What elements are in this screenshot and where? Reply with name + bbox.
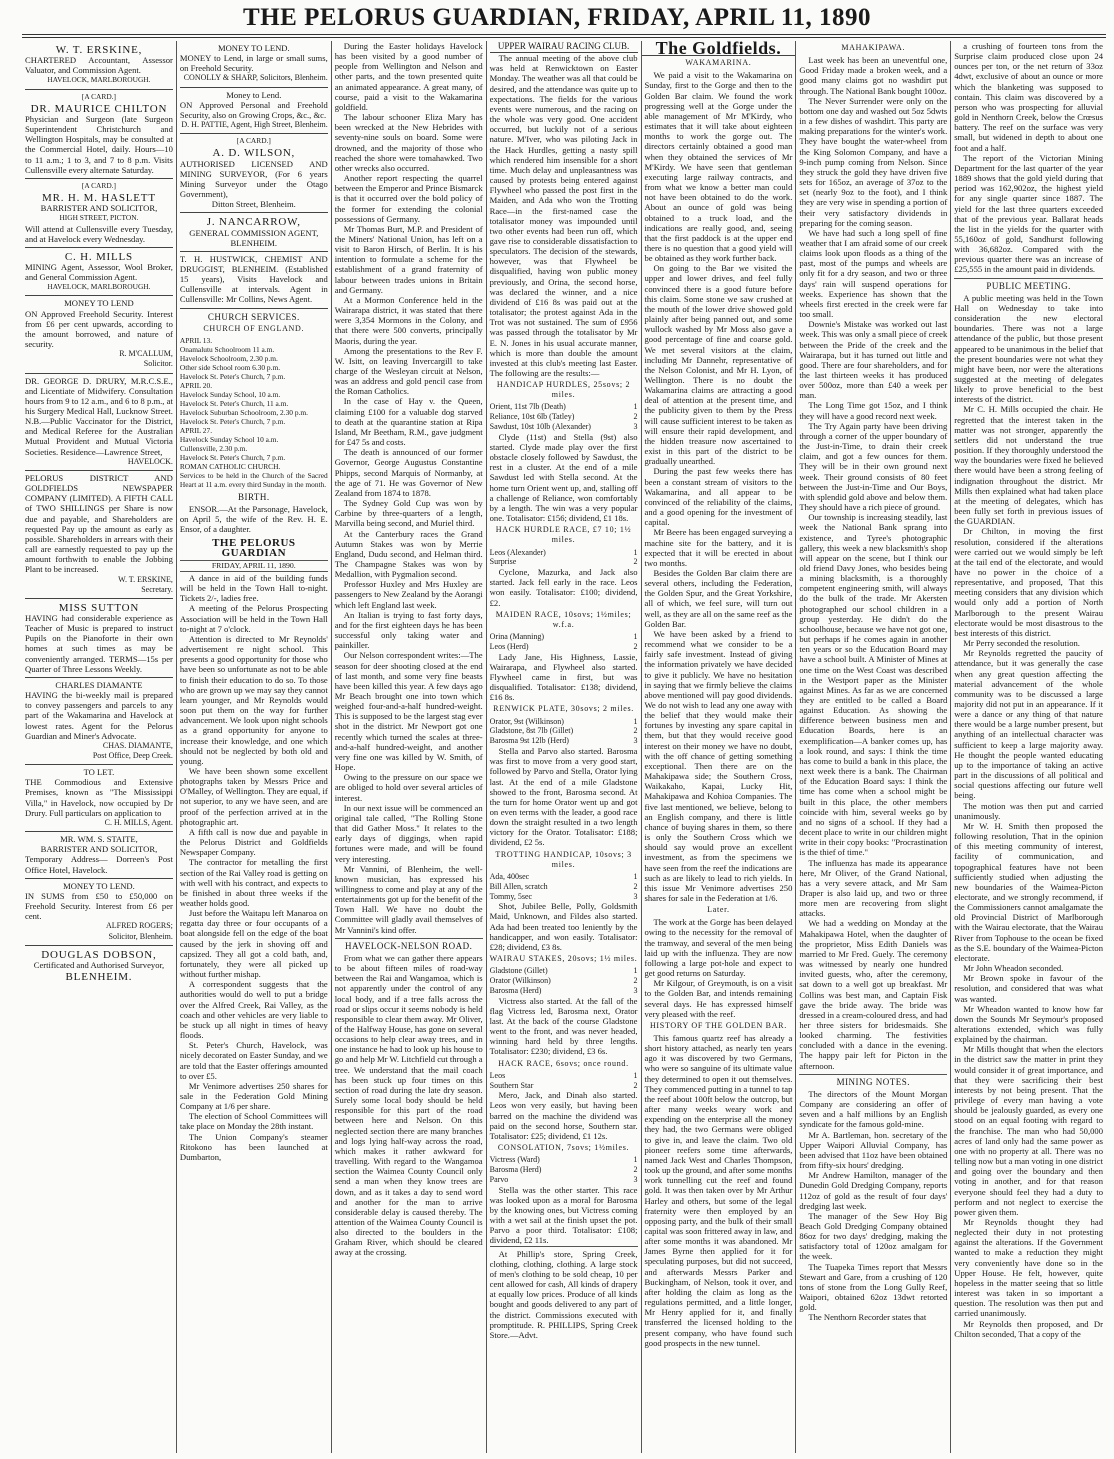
ad-place: BLENHEIM. bbox=[230, 237, 278, 248]
race-title: HACK HURDLE RACE, £7 10; 1½ miles. bbox=[495, 525, 632, 545]
race-result bbox=[490, 1175, 638, 1185]
ad-card: [A CARD.] bbox=[81, 180, 116, 190]
news-paragraph: Mr Reynolds thought they had neglected their duty in not protesting against the alterations. If the Government wanted to make a reduction they might very conveniently have done so in the Upper House. He felt, however, quite hopeless in the matter seeing that so little interest was taken in so important a question. The resolution was then put and carried unanimously. bbox=[954, 1216, 1103, 1319]
ad-signature: CONOLLY & SHARP, Solicitors, Blenheim. bbox=[183, 73, 328, 83]
race-place: 3 bbox=[633, 1174, 638, 1184]
column-7 bbox=[951, 41, 1106, 1453]
column-3 bbox=[332, 41, 487, 1453]
race-place: 1 bbox=[633, 547, 638, 557]
church-line: APRIL 20. bbox=[179, 380, 213, 390]
ad-hustwick bbox=[180, 252, 328, 309]
race-place: 2 bbox=[633, 881, 638, 891]
race-horse: Orient, 11st 7lb (Death) bbox=[489, 402, 566, 412]
public-meeting-heading: PUBLIC MEETING. bbox=[954, 278, 1103, 291]
birth-notice: ENSOR.—At the Parsonage, Havelock, on April 5, the wife of the Rev. H. E. Ensor, of a daughter. bbox=[179, 504, 328, 535]
race-result bbox=[490, 1155, 638, 1165]
ad-erskine bbox=[25, 41, 173, 90]
ad-body: Certificated and Authorised Surveyor, bbox=[33, 959, 165, 970]
news-paragraph: Mr Andrew Hamilton, manager of the Dunedin Gold Dredging Company, reports 112oz of gold as the result of four days' dredging last week. bbox=[799, 1170, 948, 1211]
race-title: CONSOLATION, 7sovs; 1½miles. bbox=[497, 1143, 630, 1153]
ad-place: BLENHEIM. bbox=[65, 970, 133, 983]
ad-body: GENERAL COMMISSION AGENT, bbox=[189, 227, 319, 238]
race-place: 1 bbox=[633, 402, 638, 412]
goldfields-heading: The Goldfields. bbox=[642, 41, 796, 56]
news-paragraph: The Nenthorn Recorder states that bbox=[808, 1312, 927, 1323]
news-paragraph: Mr Venimore advertises 250 shares for sale in the Federation Gold Mining Company at 1/6 per share. bbox=[179, 1080, 328, 1112]
race-place: 1 bbox=[633, 1070, 638, 1080]
race-place: 2 bbox=[633, 557, 638, 567]
column-5 bbox=[642, 41, 797, 1453]
church-line: ROMAN CATHOLIC CHURCH. bbox=[179, 461, 281, 471]
news-paragraph: Dr Chilton, in moving the first resolution, considered if the alterations were carried out we would simply be left at the tail end of the electorate, and would have no power in the choice of a representative, and proposed, That this meeting considers that any division which would only add a portion of North Marlborough to the present Wairau electorate would be most disastrous to the best interests of this district. bbox=[954, 526, 1103, 638]
ad-body: AUTHORISED LICENSED AND MINING SURVEYOR, (For 6 years Mining Surveyor under the Otago Government), bbox=[179, 158, 328, 200]
race-horse: Barosma (Herd) bbox=[489, 985, 542, 995]
ad-name: J. NANCARROW, bbox=[206, 216, 301, 229]
race-place: 2 bbox=[633, 1080, 638, 1090]
ad-name: DR. MAURICE CHILTON bbox=[30, 102, 168, 115]
race-place: 2 bbox=[633, 726, 638, 736]
race-place: 2 bbox=[633, 976, 638, 986]
news-paragraph: A public meeting was held in the Town Hall on Wednesday to take into consideration the new electoral boundaries. There was not a large attendance of the public, but those present appeared to be unanimous in the belief that the present boundaries were not what they might have been, nor were the alterations suggested at the meeting of delegates likely to prove beneficial to the best interests of the district. bbox=[954, 292, 1103, 405]
news-paragraph: A dance in aid of the building funds will be held in the Town Hall to-night. Tickets 2/-, ladies free. bbox=[179, 573, 328, 604]
news-paragraph: Mr Reynolds then proposed, and Dr Chilton seconded, That a copy of the bbox=[954, 1318, 1103, 1339]
ad-body: HAVING had considerable experience as Teacher of Music is prepared to instruct Pupils on the Pianoforte in their own homes at such times as may be conveniently arranged. TERMS—15s per Quarter of Three Lessons Weekly. bbox=[25, 612, 173, 674]
ad-signature: D. H. PATTIE, Agent, High Street, Blenheim. bbox=[181, 120, 328, 130]
ad-head: MONEY TO LEND. bbox=[63, 880, 135, 891]
ad-role: Solicitor. bbox=[143, 359, 173, 369]
race-horse: Bill Allen, scratch bbox=[489, 881, 548, 891]
news-paragraph: a crushing of fourteen tons from the Surprise claim produced close upon 24 ounces per ton, or the net return of 33oz 4dwt, exclusive of about an ounce or more which the blanketing was supposed to contain. This claim was discovered by a person who was prospecting for alluvial gold in Nenthorn Creek, below the Crœsus battery. The reef on the surface was very small, but widened in depth to about one foot and a half. bbox=[954, 41, 1103, 153]
ad-name: DOUGLAS DOBSON, bbox=[41, 948, 157, 961]
race-result bbox=[490, 882, 638, 892]
ad-role: Secretary. bbox=[141, 584, 173, 594]
ad-title: BARRISTER AND SOLICITOR, bbox=[40, 844, 158, 855]
news-paragraph: We have been shown some excellent photographs taken by Messrs Price and O'Malley, of Wellington. They are equal, if not superior, to any we have seen, and are proof of the perfection arrived at in the photographic art. bbox=[179, 765, 328, 827]
mining-notes-heading: MINING NOTES. bbox=[799, 1074, 947, 1087]
ad-wilson bbox=[180, 134, 328, 213]
ad-name: C. H. MILLS bbox=[64, 250, 133, 263]
race-report: Stella and Parvo also started. Barosma was first to move from a very good start, followed by Parvo and Stella, Orator lying last. At the end of a mile Gladstone showed to the front, Barosma second. At the turn for home Orator went up and got on even terms with the leader, a good race down the straight resulted in a two length victory for the Orator. Totalisator: £188; dividend, £2 5s. bbox=[489, 746, 638, 848]
race-result bbox=[490, 966, 638, 976]
news-paragraph: The report of the Victorian Mining Department for the last quarter of the year 1889 shows that the gold yield during that period was 162,902oz, the highest yield for any single quarter since 1887. The yield for the last three quarters exceeded that of the previous year. Ballarat heads the list in the yields for the quarter with 55,160oz of gold, Sandhurst following with 36,682oz. Compared with the previous quarter there was an increase of £25,555 in the amount paid in dividends. bbox=[954, 152, 1103, 275]
ad-body: Will attend at Cullensville every Tuesday, and at Havelock every Wednesday. bbox=[25, 223, 173, 244]
race-horse: Victress (Ward) bbox=[489, 1155, 540, 1165]
news-paragraph: The labour schooner Eliza Mary has been wrecked at the New Hebrides with seventy-nine souls on board. Some were drowned, and the majority of those who reached the shore were tomahawked. Two other wrecks also occurred. bbox=[334, 112, 483, 173]
race-report: Victress also started. At the fall of the flag Victress led, Barosma next, Orator last. At the back of the course Gladstone went to the front, and was never headed, winning hard held by three lengths. Totalisator: £230; dividend, £3 6s. bbox=[489, 995, 638, 1057]
ad-signature: C. H. MILLS, Agent. bbox=[104, 817, 173, 827]
race-horse: Surprise bbox=[489, 557, 517, 567]
race-place: 3 bbox=[633, 891, 638, 901]
ad-name: A. D. WILSON, bbox=[212, 147, 296, 160]
ad-body: Temporary Address— Dorreen's Post Office Hotel, Havelock. bbox=[25, 854, 173, 875]
race-horse: Orator, 9st (Wilkinson) bbox=[489, 716, 564, 726]
news-paragraph: Mr Vannini, of Blenheim, the well-known musician, has expressed his willingness to come and play at any of the entertainments got up for the benefit of the Town Hall. We have no doubt the Committee will gladly avail themselves of Mr Vannini's kind offer. bbox=[334, 863, 483, 935]
news-paragraph: Mr C. H. Mills occupied the chair. He regretted that the interest taken in the matter was not stronger, apparently the settlers did not understand the true position. If they thoroughly understood the way the boundaries were fixed he believed there would have been a strong feeling of indignation throughout the district. Mr Mills then explained what had taken place at the meeting of delegates, which has been fully set forth in previous issues of the GUARDIAN. bbox=[954, 404, 1103, 527]
news-paragraph: Attention is directed to Mr Reynolds' advertisement re night school. This presents a good opportunity for those who have been so unfortunate as not to be able to finish their education to do so. To those who are grown up we may say they cannot learn younger, and Mr Reynolds would soon put them on the way for further advancement. We look upon night schools as a grand opportunity for anyone to increase their knowledge, and one which should not be neglected by both old and young. bbox=[179, 633, 328, 766]
race-report: Lady Jane, His Highness, Lassie, Wairarapa, and Flywheel also started. Flywheel came in first, but was disqualified. Totalisator: £138; dividend, £16 8s. bbox=[489, 651, 638, 703]
race-horse: Barosma (Herd) bbox=[489, 1165, 542, 1175]
mahakipawa-heading: MAHAKIPAWA. bbox=[841, 43, 906, 52]
race-place: 1 bbox=[633, 1155, 638, 1165]
later-heading: Later. bbox=[707, 905, 730, 915]
church-line: APRIL 13. bbox=[179, 335, 213, 345]
race-result bbox=[490, 632, 638, 642]
news-paragraph: A meeting of the Pelorus Prospecting Association will be held in the Town Hall to-night at 7 o'clock. bbox=[179, 603, 328, 634]
church-list bbox=[180, 336, 328, 489]
race-result bbox=[490, 422, 638, 432]
race-title: MAIDEN RACE, 10sovs; 1½miles; w.f.a. bbox=[495, 609, 632, 629]
church-line: Havelock St. Peter's Church, 11 a.m. bbox=[179, 398, 289, 408]
ad-place: HAVELOCK, MARLBOROUGH. bbox=[47, 282, 151, 292]
ad-name: MR. WM. S. STAITE, bbox=[60, 834, 138, 845]
news-paragraph: This famous quartz reef has already a short history attached, as nearly ten years ago it was discovered by two Germans, who were so sanguine of its ultimate value they determined to open it out themselves. They commenced putting in a tunnel to tap the reef about 100ft below the outcrop, but after many weeks weary work and expending on the enterprise all the money they had, the two Germans were obliged to give in, and leave the claim. Two old pioneer reefers some time afterwards, named Jack West and Charles Thompson, took up the ground, and after some months work tunnelling cut the reef and found gold. It was then taken over by Mr Arthur Harley and others, but some of the legal fraternity were then employed by an opposing party, and the bulk of their small capital was soon frittered away in law, and after some months it was abandoned. Mr James Byrne then applied for it for speculating purposes, but did not succeed, and afterwards Messrs Parker and Buckingham, of Nelson, took it over, and after holding the claim as long as the regulations permitted, and a little longer, Mr Henry applied for it, and finally transferred the licensed holding to the present company, who have found such good prospects in the new tunnel. bbox=[644, 1033, 793, 1348]
ad-pelorus-company bbox=[25, 471, 173, 599]
racing-heading: UPPER WAIRAU RACING CLUB. bbox=[490, 41, 638, 53]
news-paragraph: Besides the Golden Bar claim there are several others, including the Federation, the Golden Spur, and the Great Yorkshire, all of which, we feel sure, will turn out well, as they are all on the same reef as the Golden Bar. bbox=[644, 567, 793, 629]
church-line: Havelock St. Peter's Church, 7 p.m. bbox=[179, 452, 286, 462]
history-heading: HISTORY OF THE GOLDEN BAR. bbox=[649, 1020, 787, 1030]
ad-chilton bbox=[25, 90, 173, 179]
race-place: 1 bbox=[633, 966, 638, 976]
ad-sutton bbox=[25, 599, 173, 678]
ad-body: ON Approved Freehold Security. Interest from £6 per cent upwards, according to the amount borrowed, and nature of security. bbox=[25, 308, 173, 350]
race-result bbox=[490, 548, 638, 558]
news-paragraph: From what we can gather there appears to be about fifteen miles of road-way between the Rai and Wangamoa, which is not apparently under the control of any local body, and if a tree falls across the road or slips occur it seems nobody is held responsible to clear them away. Mr Oliver, of the Halfway House, has gone on several occasions to help clear away trees, and in one instance he had to look up his house to go and help Mr W. Litchfield cut through a tree. We understand that the mail coach has been stuck up four times on this section of road during the late dry season. Surely some local body should be held responsible for this part of the road between here and Nelson. On this neglected section there are many branches and logs lying half-way across the road, which makes it rather awkward for travelling. With regard to the Wangamoa section the Waimea County Council only send a man when they know trees are down, and as it takes a day to send word and another for the man to arrive considerable delay is caused thereby. The attention of the Waimea County Council is also directed to the boulders in the Graham River, which should be cleared away at the crossing. bbox=[334, 952, 483, 1258]
ad-body: HAVING the bi-weekly mail is prepared to convey passengers and parcels to any part of the Wakamarina and Havelock at lowest rates. Agent for the Pelorus Guardian and Miner's Advocate. bbox=[25, 690, 173, 741]
ad-head: MONEY TO LEND. bbox=[217, 43, 290, 53]
race-result bbox=[490, 986, 638, 996]
race-horse: Orator (Wilkinson) bbox=[489, 976, 551, 986]
race-report: Mero, Jack, and Dinah also started. Leos won very easily, but having been barred on the machine the dividend was paid on the second horse, Southern star. Totalisator: £25; dividend, £1 12s. bbox=[489, 1090, 638, 1141]
top-rule bbox=[22, 34, 1106, 35]
advertisement: At Phillip's store, Spring Creek, clothing, clothing, clothing. A large stock of men's clothing to be sold cheap, 10 per cent allowed for cash, All kinds of drapery at equally low prices. Produce of all kinds bought and goods delivered to any part of the district. Commissions executed with promptitude. R. PHILLIPS, Spring Creek Store.—Advt. bbox=[490, 1246, 638, 1340]
race-horse: Ada, 400sec bbox=[489, 871, 530, 881]
news-paragraph: Mr Reynolds regretted the paucity of attendance, but it was generally the case when any great question affecting the material advancement of the whole community was to be discussed a large majority did not put in an appearance. If it were a dance or any thing of that nature there would be a large number present, but anything of an intellectual character was sufficient to keep a large majority away. He thought the people wanted educating up to the importance of taking an active part in the discussions of all political and social questions affecting our future well being. bbox=[954, 648, 1103, 801]
news-paragraph: The work at the Gorge has been delayed owing to the necessity for the removal of the tramway, and several of the men being laid up with the influenza. They are now following a large pot-hole and expect to get good returns on Saturday. bbox=[644, 917, 793, 979]
ad-money-conolly bbox=[180, 41, 328, 88]
news-paragraph: A fifth call is now due and payable in the Pelorus District and Goldfields Newspaper Company. bbox=[179, 826, 328, 858]
ad-body: THE Commodious and Extensive Premises, known as "The Mississippi Villa," in Havelock, now occupied by Dr Drury. Full particulars on application to bbox=[25, 777, 173, 818]
ad-staite bbox=[25, 832, 173, 879]
ad-place: HAVELOCK. bbox=[127, 456, 173, 466]
race-title: HACK RACE, 6sovs; once round. bbox=[498, 1058, 629, 1068]
news-paragraph: During the past few weeks there has been a constant stream of visitors to the Wakamarina, and all appear to be convinced of the reliability of the claims, and a good opening for the investment of capital. bbox=[644, 466, 793, 528]
news-paragraph: The Sydney Gold Cup was won by Carbine by three-quarters of a length, Marvilla being second, and Muriel third. bbox=[334, 498, 483, 529]
ad-dobson bbox=[25, 946, 173, 985]
race-result bbox=[490, 976, 638, 986]
ad-body: PELORUS DISTRICT AND GOLDFIELDS NEWSPAPER COMPANY (LIMITED). A FIFTH CALL of TWO SHILLINGS per Share is now due and payable, and Shareholders are requested Pay up the amount as early as possible. Shareholders in arrears with their call are earnestly requested to pay up the amount forthwith to enable the Jobbing Plant to be increased. bbox=[25, 472, 173, 575]
race-result bbox=[490, 1081, 638, 1091]
news-paragraph: Mr Perry seconded the resolution. bbox=[963, 638, 1080, 649]
church-heading: CHURCH SERVICES. bbox=[207, 311, 300, 322]
ad-address: HIGH STREET, PICTON. bbox=[59, 213, 139, 223]
news-paragraph: The manager of the Sew Hoy Big Beach Gold Dredging Company obtained 86oz for two days' dredging, making the satisfactory total of 120oz amalgam for the week. bbox=[799, 1210, 948, 1262]
news-paragraph: Mr John Wheadon seconded. bbox=[963, 963, 1064, 974]
news-paragraph: On going to the Bar we visited the upper and lower drives, and feel fully convinced there is a good future before this claim. Some stone we saw crushed at the mouth of the lower drive showed gold plainly after being panned out, and some wullock washed by Mr Moss also gave a good percentage of fine and coarse gold. We met several visitors at the claim, including Mr Dannehr, representative of the Nelson Colonist, and Mr H. Lyon, of Wellington. There is no doubt the Wakamarina claims are attracting a good deal of attention at the present time, and the publicity given to them by the Press will cause sufficient interest to be taken as will ensure their rapid development, and the hidden treasure now ascertained to exist in this part of the district to be gradually unearthed. bbox=[644, 263, 793, 467]
news-paragraph: We had a wedding on Monday at the Mahakipawa Hotel, when the daughter of the proprietor, Miss Edith Daniels was married to Mr Fred. Guely. The ceremony was witnessed by nearly one hundred invited guests, who, after the ceremony, sat down to a well got up breakfast. Mr Collins was best man, and Captain Fisk gave the bride away. The bride was dressed in a cream-coloured dress, and had her three sisters for bridesmaids. She looked charming. The festivities concluded with a dance in the evening. The happy pair left for Picton in the afternoon. bbox=[799, 918, 948, 1071]
ad-body: CHARTERED Accountant, Assessor Valuator, and Commission Agent. bbox=[25, 55, 173, 76]
race-horse: Gladstone (Gillet) bbox=[489, 966, 548, 976]
news-paragraph: The election of School Committees will take place on Monday the 28th instant. bbox=[179, 1111, 328, 1132]
race-horse: Southern Star bbox=[489, 1080, 534, 1090]
news-paragraph: The Try Again party have been driving through a corner of the upper boundary of the Just-in-Time, to drain their creek claim, and got a few ounces for them. They will be in their own ground next week. Their ground consists of 80 feet between the Just-in-Time and Our Boys, with splendid gold above and below them. They should have a rich piece of ground. bbox=[799, 420, 948, 513]
news-paragraph: The Never Surrender were only on the bottom one day and washed out 5oz 5dwts in a few dishes of washdirt. This party are making preparations for the winter's work. They have bought the water-wheel from the King Solomon Company, and have a 9-inch pump coming from Nelson. Since they struck the gold they have driven five sets for 165oz, an average of 37oz to the set (nearly 9oz to the foot), and I think they are very wise in spending a portion of their very satisfactory dividends in preparing for the coming season. bbox=[799, 95, 948, 228]
race-horse: Sawdust, 10st 10lb (Alexander) bbox=[489, 422, 591, 432]
ad-mccallum bbox=[25, 296, 173, 373]
church-line: Havelock St. Peter's Church, 7 p.m. bbox=[179, 371, 286, 381]
ad-nancarrow bbox=[180, 213, 328, 251]
race-horse: Leos bbox=[489, 1070, 506, 1080]
ad-role: Solicitor, Blenheim. bbox=[108, 931, 173, 941]
race-title: RENWICK PLATE, 30sovs; 2 miles. bbox=[493, 704, 634, 714]
church-subheading: CHURCH OF ENGLAND. bbox=[203, 323, 305, 333]
race-horse: Leos (Herd) bbox=[489, 641, 529, 651]
race-place: 1 bbox=[633, 716, 638, 726]
race-place: 2 bbox=[633, 641, 638, 651]
race-place: 3 bbox=[633, 736, 638, 746]
race-result bbox=[490, 726, 638, 736]
news-paragraph: Professor Huxley and Mrs Huxley are passengers to New Zealand by the Aorangi which left England last week. bbox=[334, 579, 483, 610]
news-paragraph: The motion was then put and carried unanimously. bbox=[954, 800, 1103, 821]
news-paragraph: In our next issue will be commenced an original tale called, "The Rolling Stone that did Gather Moss." It relates to the early days of diggings, when rapid fortunes were made, and will be found very interesting. bbox=[334, 802, 483, 864]
news-paragraph: Our Nelson correspondent writes:—The season for deer shooting closed at the end of last month, and some very fine beasts have been killed this year. A few days ago Mr Beach brought one into town which weighed four-and-a-half hundred-weight. This is supposed to be the largest stag ever shot in the district. Mr Newport got one recently which turned the scales at three-and-a-half hundred-weight, and another very fine one was killed by W. Smith, of Hope. bbox=[334, 650, 483, 773]
news-paragraph: Another report respecting the quarrel between the Emperor and Prince Bismarck is that it occurred over the bold policy of the former for extending the colonial possessions of Germany. bbox=[334, 173, 483, 224]
news-paragraph: The influenza has made its appearance here, Mr Oliver, of the Grand National, has a very severe attack, and Mr Sam Draper is also laid up, and two or three more men are recovering from slight attacks. bbox=[799, 857, 948, 919]
news-paragraph: Among the presentations to the Rev F. W. Isitt, on leaving Invercargill to take charge of the Wesleyan circuit at Nelson, was an address and gold pencil case from the Roman Catholics. bbox=[334, 345, 483, 397]
news-paragraph: We paid a visit to the Wakamarina on Sunday, first to the Gorge and then to the Golden Bar claim. We found the work progressing well at the Gorge under the able management of Mr M'Kirdy, who estimates that it will take about eighteen months to work the gorge out. The directors certainly obtained a good man when they obtained the services of Mr M'Kirdy. We have seen that gentleman executing large railway contracts, and from what we know a better man could not have been obtained to do the work. About an ounce of gold was being obtained to a truck load, and the indications are really good, and, seeing that the first paddock is at the upper end there is no question that a good yield will be obtained as they work further back. bbox=[644, 70, 793, 264]
news-paragraph: Mr Wheadon wanted to know how far down the Sounds Mr Seymour's proposed alterations extended, which was fully explained by the chairman. bbox=[954, 1003, 1103, 1045]
ad-signature: CHAS. DIAMANTE, bbox=[102, 740, 173, 750]
news-paragraph: Mr Beere has been engaged surveying a machine site for the battery, and it is expected that it will be erected in about two months. bbox=[644, 527, 793, 568]
ad-signature: W. T. ERSKINE, bbox=[118, 574, 173, 584]
race-report: Cyclone, Mazurka, and Jack also started. Jack fell early in the race. Leos won easily. Totalisator: £100; dividend, £2. bbox=[489, 567, 638, 608]
news-paragraph: At the Canterbury races the Grand Autumn Stakes was won by Merrie England, Dudu second, and Helman third. The Champagne Stakes was won by Medallion, with Pygmalion second. bbox=[334, 528, 483, 580]
ad-place: HAVELOCK, MARLBOROUGH. bbox=[47, 75, 151, 85]
ad-card: [A CARD.] bbox=[236, 136, 271, 146]
race-result bbox=[490, 1165, 638, 1175]
masthead: THE PELORUS GUARDIAN, FRIDAY, APRIL 11, 1890 bbox=[243, 4, 871, 31]
race-horse: Parvo bbox=[489, 1174, 509, 1184]
ad-body: ON Approved Personal and Freehold Security, also on Growing Crops, &c., &c. bbox=[179, 99, 328, 120]
ad-signature: R. M'CALLUM, bbox=[119, 349, 173, 359]
news-paragraph: An Italian is trying to fast forty days, and for the first eighteen days he has been successful only taking water and painkiller. bbox=[334, 609, 483, 651]
ad-rogers bbox=[25, 879, 173, 946]
church-line: Havelock Schoolroom, 2.30 p.m. bbox=[179, 353, 278, 363]
ad-name: CHARLES DIAMANTE bbox=[55, 679, 143, 690]
ad-haslett bbox=[25, 179, 173, 248]
ad-card: [A CARD.] bbox=[81, 91, 116, 101]
ad-body: T. H. HUSTWICK, CHEMIST AND DRUGGIST, BLENHEIM. (Established 15 years), Visits Havelock and Cullensville at intervals. Agent in Cullensville: Mr Collins, News Agent. bbox=[179, 253, 328, 305]
news-paragraph: The Long Time got 15oz, and I think they will have a good record next week. bbox=[799, 400, 948, 421]
paper-dateline: FRIDAY, APRIL 11, 1890. bbox=[180, 560, 328, 572]
column-1 bbox=[22, 41, 177, 1453]
page-columns bbox=[22, 41, 1106, 1453]
top-rule-2 bbox=[22, 37, 1106, 38]
race-report: Shot, Jubilee Belle, Polly, Goldsmith Maid, Unknown, and Fildes also started. Ada had been treated too leniently by the handicapper, and won easily. Totalisator: £28; dividend, £3 8s. bbox=[489, 901, 638, 952]
race-place: 3 bbox=[633, 985, 638, 995]
race-result bbox=[490, 1071, 638, 1081]
news-paragraph: St. Peter's Church, Havelock, was nicely decorated on Easter Sunday, and we are told that the Easter offerings amounted to over £5. bbox=[179, 1040, 328, 1081]
ad-body: DR. GEORGE D. DRURY, M.R.C.S.E., and Licentiate of Midwifery. Consultation hours from 9 to 12 a.m., and 6 to 8 p.m., at his Surgery Medical Hall, Lucknow Street. N.B.—Public Vaccinator for the District, and Medical Referee for the Australian Mutual Provident and Mutual Victoria Societies. Residence—Lawrence Street, bbox=[25, 375, 173, 457]
church-line: Havelock St. Peter's Church, 7 p.m. bbox=[179, 416, 286, 426]
ad-name: MR. H. M. HASLETT bbox=[42, 192, 156, 205]
race-result bbox=[490, 736, 638, 746]
race-horse: Gladstone, 8st 7lb (Gillet) bbox=[489, 726, 574, 736]
race-result bbox=[490, 872, 638, 882]
ad-diamante bbox=[25, 678, 173, 765]
race-result bbox=[490, 557, 638, 567]
news-paragraph: The annual meeting of the above club was held at Renwicktown on Easter Monday. The weather was all that could be desired, and the attendance was quite up to expectations. The fields for the various events were numerous, and the racing on the whole was very good. One accident occurred, but luckily not of a serious nature. M'Iver, who was piloting Jack in the Hack Hurdles, getting a nasty spill which rendered him insensible for a short time. Much delay and unpleasantness was caused by protests being entered against Flywheel who passed the post first in the Maiden, and Ada who won the Trotting Race—in the first-named case the totalisator money was impounded until two other events had been run off, which gave rise to considerable dissatisfaction to speculators. The decision of the stewards, however, was that Flywheel be disqualified, having won public money previously, and Orina, the second horse, was declared the winner, and a nice dividend of £16 8s was paid out at the totalisator; the protest against Ada in the Trot was not sustained. The sum of £956 was passed through the totalisator by Mr E. N. Jones in his usual accurate manner, which is more than double the amount invested at this club's meeting last Easter. The following are the results:— bbox=[489, 53, 638, 378]
news-paragraph: Owing to the pressure on our space we are obliged to hold over several articles of interest. bbox=[334, 772, 483, 803]
ad-body: MINING Agent, Assessor, Wool Broker, and General Commission Agent. bbox=[25, 261, 173, 283]
race-result bbox=[490, 412, 638, 422]
race-title: HANDICAP HURDLES, 25sovs; 2 miles. bbox=[496, 380, 631, 400]
church-line: Cullensville, 2.30 p.m. bbox=[179, 443, 248, 453]
ad-to-let bbox=[25, 765, 173, 832]
ad-name: W. T. ERSKINE, bbox=[55, 44, 143, 56]
race-horse: Barosma 9st 12lb (Herd) bbox=[489, 736, 569, 746]
race-title: TROTTING HANDICAP, 10sovs; 3 miles. bbox=[495, 849, 632, 869]
news-paragraph: A correspondent suggests that the authorities would do well to put a bridge over the Alfred Creek, Rai Valley, as the coach and other vehicles are very liable to be stuck up all night in times of heavy floods. bbox=[179, 979, 328, 1041]
column-2 bbox=[177, 41, 332, 1453]
church-line: Havelock Sunday School, 10 a.m. bbox=[179, 389, 281, 399]
ad-signature: ALFRED ROGERS; bbox=[105, 921, 173, 931]
church-line: Services to be held in the Church of the Sacred Heart at 11 a.m. every third Sunday in the month. bbox=[179, 470, 328, 489]
news-paragraph: In the case of Hay v. the Queen, claiming £100 for a valuable dog starved to death at the quarantine station at Ripa Island, Mr Beetham, R.M., gave judgment for £47 5s and costs. bbox=[334, 396, 483, 448]
race-result bbox=[490, 892, 638, 902]
race-result bbox=[490, 642, 638, 652]
news-paragraph: Mr Mills thought that when the electors in the district saw the matter in print they would consider it of great importance, and that they were sacrificing their best interests by not being present. That the privilege of every man having a vote should be jealously guarded, as every one stood on an equal footing with regard to the franchise. The man who had 50,000 acres of land only had the same power as one with no property at all. There was no telling now but a man voting in one district and going over the boundary and then voting in another, and for that reason everyone should feel they had a duty to perform and not neglect to exercise the power given them. bbox=[954, 1044, 1103, 1217]
race-horse: Reliance, 10st 6lb (Tatley) bbox=[489, 412, 575, 422]
news-paragraph: The directors of the Mount Morgan Company are considering an offer of seven and a half millions by an English syndicate for the famous gold-mine. bbox=[799, 1088, 948, 1130]
ad-body: IN SUMS from £50 to £50,000 on Freehold Security. Interest from £6 per cent. bbox=[25, 890, 173, 922]
ad-head: MONEY TO LEND bbox=[64, 298, 134, 309]
race-result bbox=[490, 717, 638, 727]
news-paragraph: The contractor for metalling the first section of the Rai Valley road is getting on with well with his contract, and expects to be finished in about three weeks if the weather holds good. bbox=[179, 857, 328, 908]
church-line: Havelock Suburban Schoolroom, 2.30 p.m. bbox=[179, 407, 308, 417]
goldfields-subheading: WAKAMARINA. bbox=[685, 58, 752, 68]
race-horse: Leos (Alexander) bbox=[489, 547, 546, 557]
ad-name: MISS SUTTON bbox=[58, 601, 140, 614]
news-paragraph: Downie's Mistake was worked out last week. This was only a small piece of creek between the Pride of the creek and the Wairarapa, but it has turned out little and good. There are four shareholders, and for the last thirteen weeks it has produced over 500oz, more than £40 a week per man. bbox=[799, 319, 948, 401]
ad-head: TO LET. bbox=[83, 767, 115, 778]
ad-head: Money to Lend. bbox=[226, 89, 282, 100]
race-title: WAIRAU STAKES, 20sovs; 1½ miles. bbox=[489, 954, 638, 964]
column-6 bbox=[796, 41, 951, 1453]
race-place: 3 bbox=[633, 422, 638, 432]
race-place: 1 bbox=[633, 871, 638, 881]
ad-address: Ditton Street, Blenheim. bbox=[211, 199, 296, 210]
race-place: 1 bbox=[633, 632, 638, 642]
news-paragraph: Mr Thomas Burt, M.P. and President of the Miners' National Union, has left on a visit to Baron Hirsch, of Berlin. It is his intention to formulate a scheme for the establishment of a grand fraternity of labour between trades unions in Britain and Germany. bbox=[334, 223, 483, 295]
news-paragraph: Mr Kilgour, of Greymouth, is on a visit to the Golden Bar, and intends remaining several days. He has expressed himself very pleased with the reef. bbox=[644, 978, 793, 1019]
race-place: 2 bbox=[633, 1165, 638, 1175]
ad-drury bbox=[25, 374, 173, 471]
ad-body: MONEY to Lend, in large or small sums, on Freehold Security. bbox=[179, 53, 328, 74]
ad-mills bbox=[25, 248, 173, 297]
ad-title: BARRISTER AND SOLICITOR, bbox=[40, 203, 158, 214]
news-paragraph: We have had such a long spell of fine weather that I am afraid some of our creek claims look upon floods as a thing of the past, most of the pumps and wheels are only fit for a dry season, and two or three days' rain will suspend operations for weeks. Experience has shown that the wheels first erected in the creek were far too small. bbox=[799, 227, 948, 320]
race-place: 2 bbox=[633, 412, 638, 422]
news-paragraph: We have been asked by a friend to recommend what we consider to be a fairly safe investment. Instead of giving the information privately we have decided to give it publicly. We have no hesitation in saying that we firmly believe the claims above mentioned will pay good dividends. We do not wish to lead any one away with the belief that they would make their fortunes by investing any spare capital in them, but that they would receive good interest on their money we have no doubt, with the off chance of getting something exceptional. Then there are on the Mahakipawa side; the Southern Cross, Waikakaho, Kapai, Lucky Hit, Mahakipawa and Kohioa Companies. The five last mentioned, we believe, belong to an English company, and there is little chance of buying shares in them, so there is only the Southern Cross which we should say would prove an excellent investment, as from the specimens we have seen from the reef the indications are such as are likely to lead to rich yields. In this issue Mr Venimore advertises 250 shares for sale in the Federation at 1/6. bbox=[644, 628, 793, 903]
race-report: Stella was the other starter. This race was looked upon as a moral for Barosma by the knowing ones, but Victress coming with a wet sail at the finish upset the pot. Parvo a poor third. Totalisator: £108; dividend, £2 11s. bbox=[489, 1184, 638, 1246]
birth-heading: BIRTH. bbox=[237, 491, 270, 502]
news-paragraph: Mr W. H. Smith then proposed the following resolution, That in the opinion of this meeting community of interest, facility of communication, and topographical features have not been sufficiently studied when adjusting the new boundaries of the Waimea-Picton electorate, and we strongly recommend, if the Commissioners cannot amalgamate the old Provincial District of Marlborough with the Wairau electorate, that the Wairau River from Tophouse to the ocean be fixed as the S.E. boundary of the Waimea-Picton electorate. bbox=[954, 820, 1103, 963]
race-report: Clyde (11st) and Stella (9st) also started. Clyde made play over the first obstacle closely followed by Sawdust, the rest in a cluster. At the end of a mile Sawdust led with Stella second. At the home turn Orient went up, and, stalling off a challenge of Reliance, won comfortably by a length. The win was a very popular one. Totalisator: £156; dividend, £1 18s. bbox=[489, 431, 638, 524]
church-line: Havelock Sunday School 10 a.m. bbox=[179, 434, 279, 444]
news-paragraph: Just before the Waitapu left Manaroa on regatta day three or four occupants of a boat alongside fell on the edge of the boat caused by the jerk in shoving off and capsized. They all got a cold bath, and, fortunately, they were all picked up without further mishap. bbox=[179, 908, 328, 980]
church-line: Other side School room 6.30 p.m. bbox=[179, 362, 281, 372]
news-paragraph: Mr Brown spoke in favour of the resolution, and considered that was what was wanted. bbox=[954, 973, 1103, 1004]
news-paragraph: Our township is increasing steadily, last week the National Bank sprang into existence, and Tyree's photographic gallery, this week a new blacksmith's shop will appear on the scene, but I think our old friend Davy Jones, who besides being a mining blacksmith, is a thoroughly competent engineering smith, will always do the bulk of the trade. Mr Akersten photographed our school children in a group yesterday. He didn't do the schoolhouse, because we have not got one, but perhaps if he comes again in another ten years or so the Education Board may have a school built. A Minister of Mines at one time on the West Coast was described in the Westport paper as the Minister against Mines. As far as we are concerned they are entitled to be called a Board against Education. As showing the difference between business men and Education Boards, here is an exemplification—A banker comes up, has a look round, and says: I think the time has come to build a bank in this place, the next week there is a bank. The Chairman of the Education Board says: I think the time has come when a school might be built in this place, the other members coincide with him, several weeks go by and no signs of a school. If they had a decent place to write in our children might write in their copy books: "Procrastination is the thief of time." bbox=[799, 512, 948, 858]
news-paragraph: At a Mormon Conference held in the Wairarapa district, it was stated that there were 3,354 Mormons in the Colony, and that there were 500 converts, principally Maoris, during the year. bbox=[334, 294, 483, 346]
race-horse: Tommy, 5sec bbox=[489, 891, 533, 901]
news-paragraph: The Union Company's steamer Ritokono has been launched at Dumbarton, bbox=[179, 1131, 328, 1162]
paper-title: THE PELORUS GUARDIAN bbox=[212, 536, 296, 559]
ad-body: Physician and Surgeon (late Surgeon Superintendent Christchurch and Wellington Hospitals, may be consulted at the Commercial Hotel, daily. Hours—10 to 11 a.m.; 1 to 3, and 7 to 8 p.m. Visits Cullensville every alternate Saturday. bbox=[25, 113, 173, 175]
ad-role: Post Office, Deep Creek. bbox=[92, 751, 173, 760]
race-result bbox=[490, 402, 638, 412]
news-paragraph: Mr A. Bartleman, hon. secretary of the Upper Waipori Alluvial Company, has been advised that 11oz have been obtained from fifty-six hours' dredging. bbox=[799, 1129, 948, 1171]
ad-money-pattie bbox=[180, 88, 328, 135]
race-horse: Orina (Manning) bbox=[489, 632, 545, 642]
road-heading: HAVELOCK-NELSON ROAD. bbox=[335, 938, 483, 951]
church-line: Onamalutu Schoolroom 11 a.m. bbox=[179, 344, 275, 354]
news-paragraph: During the Easter holidays Havelock has been visited by a good number of people from Wellington and Nelson and other parts, and the town presented quite an animated appearance. A great many, of course, paid a visit to the Wakamarina goldfield. bbox=[334, 41, 483, 112]
church-line: APRIL 27. bbox=[179, 425, 213, 435]
news-paragraph: The Tuapeka Times report that Messrs Stewart and Gare, from a crushing of 120 tons of stone from the Long Gully Reef, Waipori, obtained 62oz 13dwt retorted gold. bbox=[799, 1261, 948, 1313]
news-paragraph: The death is announced of our former Governor, George Augustus Constantine Phipps, second Marquis of Normanby, at the age of 71. He was Governor of New Zealand from 1874 to 1878. bbox=[334, 447, 483, 498]
column-4 bbox=[487, 41, 642, 1453]
news-paragraph: Last week has been an uneventful one, Good Friday made a broken week, and a good many claims got no washdirt put through. The National Bank bought 100oz. bbox=[799, 55, 948, 96]
